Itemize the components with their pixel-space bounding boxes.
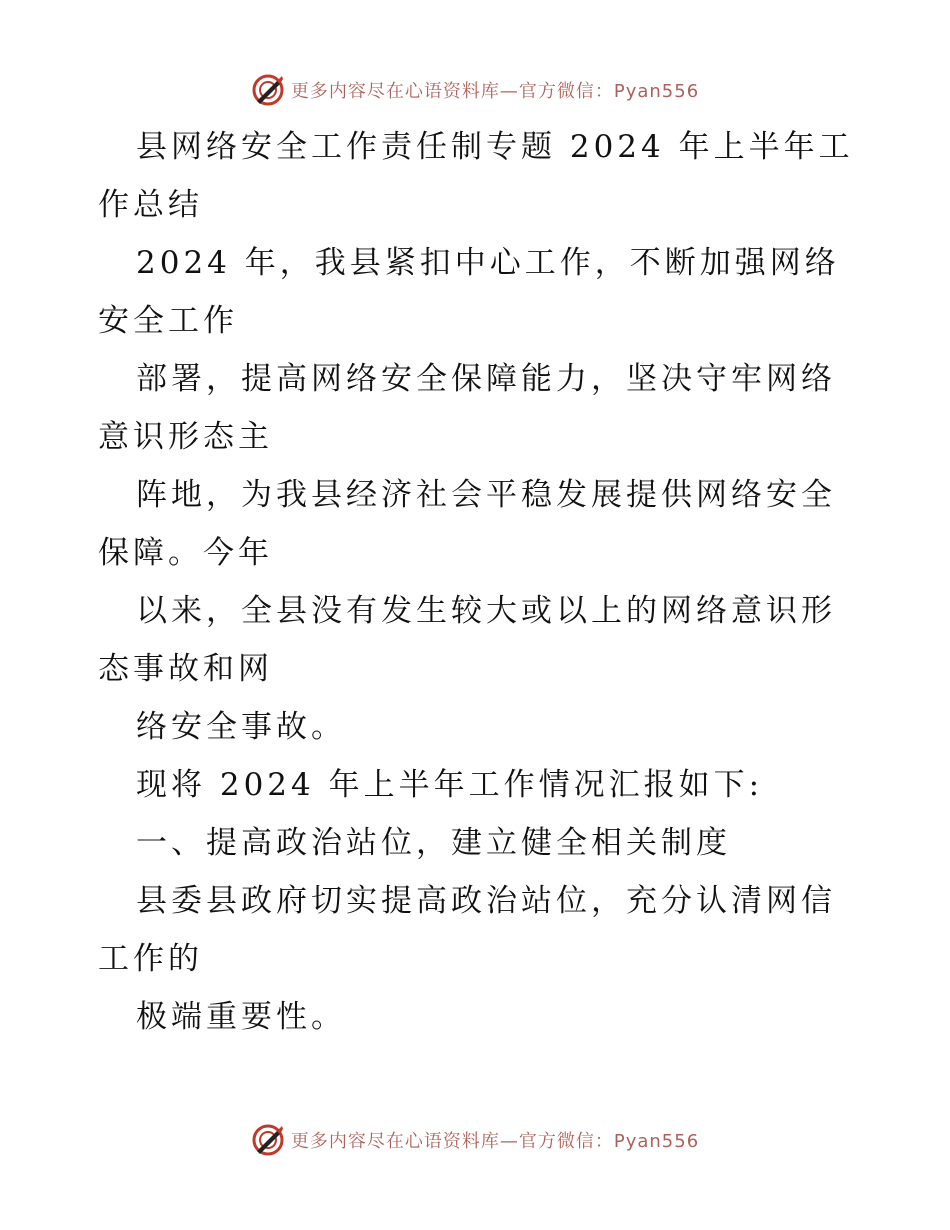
doc-line-7: 现将 2024 年上半年工作情况汇报如下:	[136, 767, 764, 803]
section-heading-1: 一、提高政治站位，建立健全相关制度	[136, 825, 731, 861]
document-body	[98, 118, 858, 1046]
doc-line-9: 县委县政府切实提高政治站位，充分认清网信工作的	[98, 883, 836, 977]
doc-line-5: 以来，全县没有发生较大或以上的网络意识形态事故和网	[98, 593, 836, 687]
footer-banner-text: 更多内容尽在心语资料库—官方微信：Pyan556	[290, 1131, 700, 1152]
footer-banner	[0, 1120, 950, 1160]
doc-line-6: 络安全事故。	[136, 709, 346, 745]
header-banner-text: 更多内容尽在心语资料库—官方微信：Pyan556	[290, 81, 700, 102]
header-banner	[0, 70, 950, 110]
doc-line-2: 2024 年，我县紧扣中心工作，不断加强网络安全工作	[98, 245, 840, 339]
doc-line-4: 阵地，为我县经济社会平稳发展提供网络安全保障。今年	[98, 477, 836, 571]
doc-line-3: 部署，提高网络安全保障能力，坚决守牢网络意识形态主	[98, 361, 836, 455]
doc-line-1: 县网络安全工作责任制专题 2024 年上半年工作总结	[98, 129, 854, 223]
pen-logo-icon	[251, 73, 285, 107]
doc-line-10: 极端重要性。	[136, 999, 346, 1035]
pen-logo-icon	[251, 1123, 285, 1157]
